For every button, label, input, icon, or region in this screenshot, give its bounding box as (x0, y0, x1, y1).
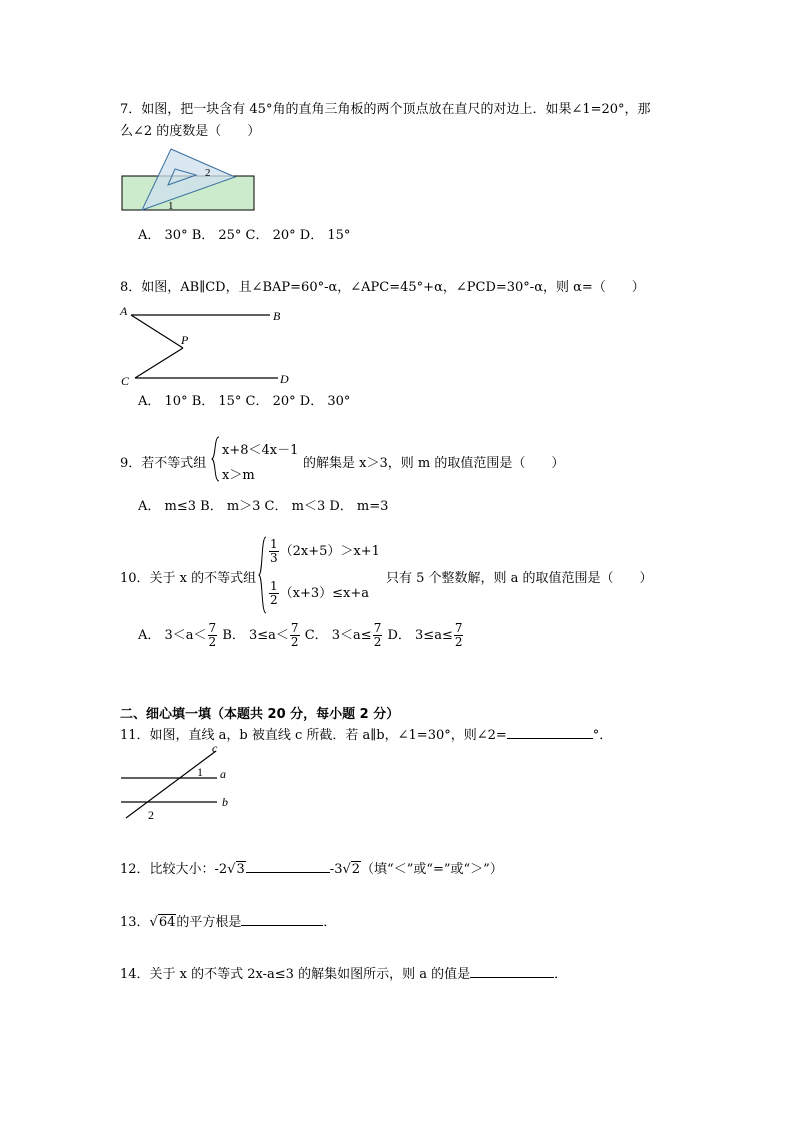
q10-option-b-frac: $\frac{7}{2}$ (290, 621, 299, 649)
q12-sqrt-2: √2 (342, 862, 361, 877)
q12-mid: -3 (329, 862, 343, 877)
q14-end: ． (554, 967, 568, 982)
label-c: C (121, 374, 130, 388)
q14-text (120, 963, 567, 982)
q10-ineq1 (268, 538, 380, 565)
q10-ineq1-rest: （2x+5）＞x+1 (279, 544, 380, 559)
label-a: A (120, 304, 128, 318)
q12-suffix: （填“＜”或“=”或“＞”） (361, 862, 503, 877)
q12-sqrt-1: √3 (227, 862, 245, 877)
q12-prefix: 12．比较大小：-2 (120, 862, 228, 877)
q10-brace (258, 536, 268, 614)
q13-sqrt: √64 (149, 915, 176, 930)
q13-answer-blank[interactable] (241, 913, 323, 926)
q8-text: 8．如图，AB∥CD，且∠BAP=60°-α，∠APC=45°+α，∠PCD=30°-α，则 α=（ ） (120, 280, 645, 295)
q10-option-b: B． 3≤a＜ (218, 628, 289, 643)
q10-suffix: 只有 5 个整数解，则 a 的取值范围是（ ） (386, 571, 653, 586)
label-a: a (220, 767, 226, 781)
q9-suffix: 的解集是 x＞3，则 m 的取值范围是（ ） (303, 456, 565, 471)
q10-option-c-frac: $\frac{7}{2}$ (373, 621, 382, 649)
q10-ineq2 (268, 580, 369, 607)
line-pc (135, 348, 183, 378)
q13-end: ． (323, 915, 337, 930)
label-1: 1 (197, 765, 203, 779)
q8-options: A． 10° B． 15° C． 20° D． 30° (138, 394, 351, 409)
q11-text-before: 11．如图，直线 a，b 被直线 c 所截．若 a∥b，∠1=30°，则∠2= (120, 728, 507, 743)
section2-heading: 二、细心填一填（本题共 20 分，每小题 2 分） (120, 707, 400, 722)
q7-label-1: 1 (168, 200, 174, 212)
q12-text (120, 858, 503, 877)
line-ap (131, 315, 183, 348)
q10-fraction-1: $\frac{1}{3}$ (270, 537, 278, 565)
q10-option-a-frac: $\frac{7}{2}$ (208, 621, 217, 649)
line-c (126, 751, 216, 818)
q10-option-d-frac: $\frac{7}{2}$ (454, 621, 463, 649)
q13-body: 的平方根是 (176, 915, 242, 930)
q11-figure (118, 742, 238, 822)
label-2: 2 (148, 808, 154, 822)
q10-option-d: D． 3≤a≤ (383, 628, 453, 643)
q13-text (120, 911, 336, 930)
q12-answer-blank[interactable] (246, 860, 330, 873)
q10-fraction-2: $\frac{1}{2}$ (270, 579, 278, 607)
q14-body: 14．关于 x 的不等式 2x-a≤3 的解集如图所示，则 a 的值是 (120, 967, 471, 982)
q10-option-c: C． 3＜a≤ (300, 628, 372, 643)
q11-text-after: °． (592, 728, 613, 743)
q10-ineq2-rest: （x+3）≤x+a (279, 586, 370, 601)
q10-options (138, 622, 464, 649)
q7-label-2: 2 (205, 167, 211, 179)
q13-number: 13． (120, 915, 150, 930)
label-p: P (181, 333, 189, 347)
q14-answer-blank[interactable] (470, 965, 554, 978)
label-b: B (273, 309, 281, 323)
q9-ineq2: x＞m (222, 468, 255, 483)
label-c: c (212, 742, 218, 755)
label-d: D (280, 372, 289, 386)
q8-figure (118, 302, 303, 388)
q9-options: A． m≤3 B． m＞3 C． m＜3 D． m=3 (138, 499, 389, 514)
q7-options: A． 30° B． 25° C． 20° D． 15° (138, 228, 351, 243)
q7-line2: 么∠2 的度数是（ ） (120, 124, 261, 139)
q7-figure (118, 145, 263, 215)
q9-ineq1: x+8＜4x－1 (222, 443, 299, 458)
q9-prefix: 9．若不等式组 (120, 456, 207, 471)
q9-brace (211, 436, 221, 482)
q10-option-a: A． 3＜a＜ (138, 628, 207, 643)
q7-line1: 7．如图，把一块含有 45°角的直角三角板的两个顶点放在直尺的对边上．如果∠1=20°，那 (120, 102, 651, 117)
q11-text (120, 724, 612, 743)
q11-answer-blank[interactable] (507, 726, 593, 739)
q10-prefix: 10．关于 x 的不等式组 (120, 571, 257, 586)
label-b: b (222, 795, 228, 809)
